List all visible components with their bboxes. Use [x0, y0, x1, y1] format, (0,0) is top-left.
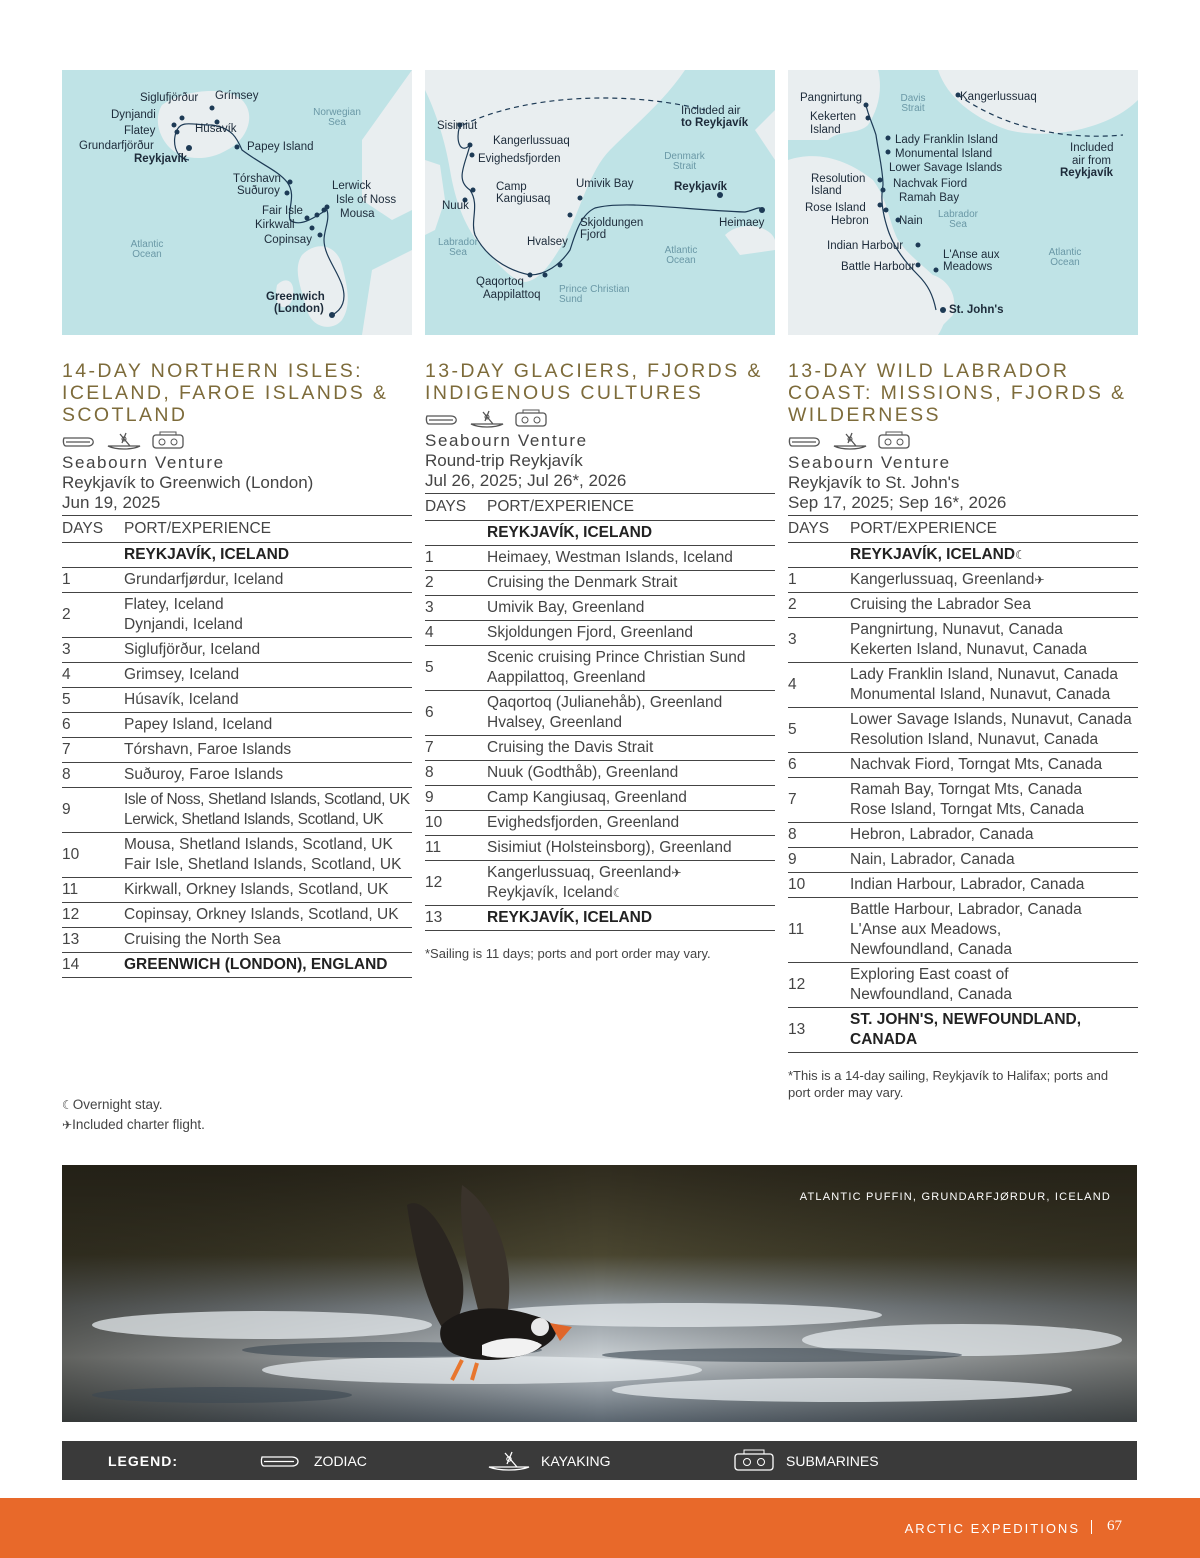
table-row — [62, 903, 412, 928]
moon-icon: ☾ — [1015, 548, 1026, 562]
moon-icon: ☾ — [612, 886, 624, 900]
table-row — [788, 593, 1138, 618]
submarine-icon — [513, 409, 549, 429]
kayak-icon — [469, 409, 505, 429]
port-cell: Skjoldungen Fjord, Greenland — [487, 624, 693, 641]
footer-section: ARCTIC EXPEDITIONS — [904, 1521, 1080, 1536]
map-3-label: Island — [810, 124, 841, 136]
day-cell: 1 — [62, 571, 71, 588]
map-2-label: Camp — [496, 181, 527, 193]
table-row — [425, 811, 775, 836]
day-cell: 4 — [425, 624, 434, 641]
day-cell: 2 — [62, 606, 71, 623]
port-cell: Qaqortoq (Julianehåb), Greenland Hvalsey, Greenland — [487, 694, 723, 731]
port-cell: Siglufjörður, Iceland — [124, 641, 261, 658]
day-cell: 9 — [788, 851, 797, 868]
table-row — [788, 848, 1138, 873]
map-3-label: Indian Harbour — [827, 240, 904, 252]
day-cell: 14 — [62, 956, 80, 973]
map-1-label: Lerwick — [332, 180, 371, 192]
port-cell: Camp Kangiusaq, Greenland — [487, 789, 687, 806]
table-row — [788, 708, 1138, 753]
port-cell: Evighedsfjorden, Greenland — [487, 814, 680, 831]
map-1-label: Tórshavn — [233, 173, 281, 185]
day-cell: 2 — [425, 574, 434, 591]
map-3-label: Resolution — [811, 173, 866, 185]
day-cell: 11 — [788, 921, 805, 938]
table-row — [788, 963, 1138, 1008]
day-cell: 11 — [62, 881, 79, 898]
activity-icons — [62, 430, 412, 452]
port-cell: Isle of Noss, Shetland Islands, Scotland, UK Lerwick, Shetland Islands, Scotland, UK — [124, 791, 410, 828]
map-3-label: Battle Harbour — [841, 261, 916, 273]
port-header: PORT/EXPERIENCE — [124, 520, 272, 537]
port-cell: Cruising the Denmark Strait — [487, 574, 678, 591]
table-row — [62, 638, 412, 663]
day-cell: 1 — [425, 549, 434, 566]
map-2-label: Kangiusaq — [496, 193, 551, 205]
table-row — [788, 753, 1138, 778]
map-1-label: Grímsey — [215, 90, 259, 102]
day-cell: 3 — [788, 631, 797, 648]
port-cell: Ramah Bay, Torngat Mts, Canada Rose Island, Torngat Mts, Canada — [850, 781, 1085, 818]
table-row — [425, 691, 775, 736]
map-3-label: Nain — [899, 215, 923, 227]
day-cell: 6 — [425, 704, 434, 721]
table-row — [788, 663, 1138, 708]
table-row — [425, 521, 775, 546]
days-header: DAYS — [425, 498, 467, 515]
day-cell: 3 — [425, 599, 434, 616]
table-row — [788, 1008, 1138, 1053]
port-cell: Húsavík, Iceland — [124, 691, 239, 708]
table-row — [62, 543, 412, 568]
table-row — [62, 663, 412, 688]
itinerary-title: 13-DAY GLACIERS, FJORDS & INDIGENOUS CULTURES — [425, 360, 763, 404]
legend-bar — [62, 1441, 1137, 1480]
port-cell: Grundarfjørdur, Iceland — [124, 571, 284, 588]
table-row — [788, 898, 1138, 963]
map-3-label: Meadows — [943, 261, 993, 273]
map-3-label: Nachvak Fiord — [893, 178, 968, 190]
moon-icon: ☾ — [62, 1098, 73, 1112]
day-cell: 9 — [425, 789, 434, 806]
map-labrador-coast — [788, 70, 1138, 335]
map-3-sea-label: Atlantic Ocean — [1048, 247, 1082, 268]
table-row — [62, 928, 412, 953]
map-3-label: Island — [811, 185, 842, 197]
port-cell: Cruising the North Sea — [124, 931, 281, 948]
port-cell: Umivik Bay, Greenland — [487, 599, 645, 616]
table-row — [62, 738, 412, 763]
page-footer — [0, 1498, 1200, 1558]
legend-item-kayaking: KAYAKING — [487, 1450, 611, 1472]
table-header — [788, 516, 1138, 543]
table-row — [788, 778, 1138, 823]
map-3-label: L'Anse aux — [943, 249, 1000, 261]
table-row — [62, 688, 412, 713]
map-2-label: Evighedsfjorden — [478, 153, 561, 165]
port-cell: Cruising the Davis Strait — [487, 739, 654, 756]
map-2-label: Skjoldungen — [580, 217, 644, 229]
table-row — [425, 621, 775, 646]
day-cell: 6 — [788, 756, 797, 773]
port-cell: REYKJAVÍK, ICELAND — [487, 524, 653, 541]
days-header: DAYS — [788, 520, 830, 537]
port-cell: Lady Franklin Island, Nunavut, Canada Monumental Island, Nunavut, Canada — [850, 666, 1118, 703]
day-cell: 4 — [788, 676, 797, 693]
port-cell: Scenic cruising Prince Christian Sund Aappilattoq, Greenland — [487, 649, 746, 686]
zodiac-icon — [425, 412, 461, 426]
table-row — [62, 953, 412, 978]
map-2-label: Hvalsey — [527, 236, 568, 248]
map-1-label: Húsavík — [195, 123, 237, 135]
route: Round-trip Reykjavík — [425, 451, 583, 470]
dates: Jul 26, 2025; Jul 26*, 2026 — [425, 471, 627, 490]
map-1-sea-label: Atlantic Ocean — [130, 239, 164, 260]
map-2-label: Nuuk — [442, 200, 469, 212]
map-2-label: Umivik Bay — [576, 178, 634, 190]
map-3-label: Kangerlussuaq — [960, 91, 1037, 103]
day-cell: 9 — [62, 801, 71, 818]
port-cell: Nain, Labrador, Canada — [850, 851, 1015, 868]
map-1-label: Grundarfjörður — [79, 140, 154, 152]
table-row — [425, 571, 775, 596]
page-number: 67 — [1107, 1518, 1122, 1534]
map-3-label: Pangnirtung — [800, 92, 863, 104]
map-2-label: Reykjavík — [674, 181, 728, 193]
day-cell: 12 — [788, 976, 806, 993]
port-cell: GREENWICH (LONDON), ENGLAND — [124, 956, 388, 973]
ship-name: Seabourn Venture — [425, 431, 588, 450]
map-2-label: Included air — [681, 105, 741, 117]
port-cell: Papey Island, Iceland — [124, 716, 273, 733]
table-row — [425, 546, 775, 571]
table-row — [425, 761, 775, 786]
map-1-label: Papey Island — [247, 141, 314, 153]
symbol-key — [62, 1095, 205, 1135]
port-cell: Battle Harbour, Labrador, Canada L'Anse aux Meadows, Newfoundland, Canada — [850, 901, 1082, 958]
day-cell: 2 — [788, 596, 797, 613]
puffin-photo — [62, 1165, 1137, 1422]
photo-caption: ATLANTIC PUFFIN, GRUNDARFJØRDUR, ICELAND — [799, 1191, 1111, 1203]
port-cell: Pangnirtung, Nunavut, Canada Kekerten Island, Nunavut, Canada — [850, 621, 1087, 658]
port-cell: Tórshavn, Faroe Islands — [124, 741, 292, 758]
key-overnight: ☾Overnight stay. — [62, 1097, 163, 1112]
itinerary-table — [62, 515, 412, 978]
table-row — [425, 646, 775, 691]
ship-name: Seabourn Venture — [62, 453, 225, 472]
port-cell: Indian Harbour, Labrador, Canada — [850, 876, 1085, 893]
port-cell: Nachvak Fiord, Torngat Mts, Canada — [850, 756, 1103, 773]
itinerary-title: 13-DAY WILD LABRADOR COAST: MISSIONS, FJORDS & WILDERNESS — [788, 360, 1127, 426]
table-row — [62, 763, 412, 788]
puffin-photo-image — [62, 1165, 1137, 1422]
map-2-label: Heimaey — [719, 217, 765, 229]
map-2-label: Sisimiut — [437, 120, 478, 132]
map-1-label: Flatey — [124, 125, 156, 137]
map-3-label: Reykjavík — [1060, 167, 1114, 179]
port-cell: Nuuk (Godthåb), Greenland — [487, 764, 679, 781]
day-cell: 5 — [425, 659, 434, 676]
map-1-label: Mousa — [340, 208, 375, 220]
map-3-label: Kekerten — [810, 111, 857, 123]
day-cell: 11 — [425, 839, 442, 856]
table-header — [425, 494, 775, 521]
itinerary-title: 14-DAY NORTHERN ISLES: ICELAND, FAROE ISLANDS & SCOTLAND — [62, 360, 389, 426]
day-cell: 8 — [425, 764, 434, 781]
map-3-sea-label: Labrador Sea — [937, 209, 979, 230]
port-cell: REYKJAVÍK, ICELAND☾ — [850, 546, 1026, 563]
day-cell: 10 — [788, 876, 806, 893]
day-cell: 8 — [788, 826, 797, 843]
itinerary-labrador-coast — [788, 360, 1138, 1101]
table-row — [425, 906, 775, 931]
day-cell: 7 — [62, 741, 71, 758]
map-2-label: to Reykjavík — [681, 117, 749, 129]
map-1-label: Isle of Noss — [336, 194, 397, 206]
map-1-label: (London) — [274, 303, 324, 315]
submarine-icon — [150, 431, 186, 451]
map-1-label: Kirkwall — [255, 219, 295, 231]
kayak-icon — [487, 1450, 531, 1472]
map-3-label: Lady Franklin Island — [895, 134, 998, 146]
port-cell: Sisimiut (Holsteinsborg), Greenland — [487, 839, 732, 856]
table-row — [425, 861, 775, 906]
port-cell: REYKJAVÍK, ICELAND — [124, 546, 290, 563]
dates: Sep 17, 2025; Sep 16*, 2026 — [788, 493, 1007, 512]
legend-title: LEGEND: — [108, 1452, 178, 1469]
itinerary-note: *Sailing is 11 days; ports and port order may vary. — [425, 946, 711, 961]
table-row — [788, 873, 1138, 898]
day-cell: 13 — [62, 931, 80, 948]
table-row — [788, 543, 1138, 568]
day-cell: 13 — [425, 909, 443, 926]
submarine-icon — [876, 431, 912, 451]
map-3-label: Monumental Island — [895, 148, 993, 160]
table-row — [788, 568, 1138, 593]
table-row — [62, 833, 412, 878]
port-cell: Copinsay, Orkney Islands, Scotland, UK — [124, 906, 399, 923]
table-row — [425, 786, 775, 811]
ship-name: Seabourn Venture — [788, 453, 951, 472]
map-3-sea-label: Davis Strait — [900, 93, 926, 114]
legend-item-zodiac: ZODIAC — [260, 1453, 367, 1469]
legend-item-submarines: SUBMARINES — [732, 1449, 879, 1473]
port-cell: Flatey, Iceland Dynjandi, Iceland — [124, 596, 243, 633]
port-header: PORT/EXPERIENCE — [850, 520, 998, 537]
map-2-sea-label: Prince Christian Sund — [559, 284, 630, 305]
flight-icon: ✈ — [62, 1118, 73, 1132]
day-cell: 7 — [425, 739, 434, 756]
map-glaciers-fjords — [425, 70, 775, 335]
day-cell: 12 — [425, 874, 443, 891]
day-cell: 12 — [62, 906, 80, 923]
port-cell: Kangerlussuaq, Greenland✈ Reykjavík, Iceland☾ — [487, 864, 682, 901]
table-row — [62, 568, 412, 593]
port-cell: Cruising the Labrador Sea — [850, 596, 1031, 613]
zodiac-icon — [62, 434, 98, 448]
map-1-label: Dynjandi — [111, 109, 156, 121]
port-cell: REYKJAVÍK, ICELAND — [487, 909, 653, 926]
day-cell: 4 — [62, 666, 71, 683]
table-row — [62, 593, 412, 638]
port-cell: Suðuroy, Faroe Islands — [124, 766, 284, 783]
map-northern-isles — [62, 70, 412, 335]
table-header — [62, 516, 412, 543]
map-2-label: Fjord — [580, 229, 607, 241]
itinerary-glaciers-fjords — [425, 360, 775, 962]
day-cell: 10 — [425, 814, 443, 831]
map-3-label: St. John's — [949, 304, 1004, 316]
table-row — [62, 788, 412, 833]
map-2-label: Kangerlussuaq — [493, 135, 570, 147]
day-cell: 1 — [788, 571, 797, 588]
day-cell: 5 — [788, 721, 797, 738]
map-1-label: Siglufjörður — [140, 92, 199, 104]
days-header: DAYS — [62, 520, 104, 537]
zodiac-icon — [260, 1453, 304, 1469]
zodiac-icon — [788, 434, 824, 448]
flight-icon: ✈ — [1034, 573, 1045, 587]
day-cell: 7 — [788, 791, 797, 808]
route: Reykjavík to Greenwich (London) — [62, 473, 314, 492]
port-cell: Kirkwall, Orkney Islands, Scotland, UK — [124, 881, 389, 898]
port-cell: Heimaey, Westman Islands, Iceland — [487, 549, 733, 566]
day-cell: 5 — [62, 691, 71, 708]
day-cell: 8 — [62, 766, 71, 783]
port-header: PORT/EXPERIENCE — [487, 498, 635, 515]
table-row — [788, 823, 1138, 848]
itinerary-northern-isles — [62, 360, 412, 978]
map-3-label: Hebron — [831, 215, 869, 227]
day-cell: 10 — [62, 846, 80, 863]
port-cell: Exploring East coast of Newfoundland, Canada — [850, 966, 1013, 1003]
day-cell: 6 — [62, 716, 71, 733]
footer-divider — [1091, 1520, 1092, 1534]
map-2-sea-label: Atlantic Ocean — [664, 245, 698, 266]
map-1-label: Suðuroy — [237, 185, 280, 197]
port-cell: Lower Savage Islands, Nunavut, Canada Resolution Island, Nunavut, Canada — [850, 711, 1132, 748]
itinerary-table — [788, 515, 1138, 1053]
activity-icons — [788, 430, 1138, 452]
map-1-sea-label: Norwegian Sea — [313, 107, 361, 128]
itinerary-note: *This is a 14-day sailing, Reykjavík to Halifax; ports and port order may vary. — [788, 1068, 1109, 1100]
map-2-sea-label: Denmark Strait — [664, 151, 705, 172]
table-row — [425, 596, 775, 621]
table-row — [62, 878, 412, 903]
flight-icon: ✈ — [671, 866, 682, 880]
map-1-label: Reykjavík — [134, 153, 188, 165]
activity-icons — [425, 408, 775, 430]
table-row — [425, 736, 775, 761]
map-3-label: Rose Island — [805, 202, 866, 214]
port-cell: ST. JOHN'S, NEWFOUNDLAND, CANADA — [850, 1011, 1082, 1048]
table-row — [788, 618, 1138, 663]
dates: Jun 19, 2025 — [62, 493, 161, 512]
kayak-icon — [106, 431, 142, 451]
submarine-icon — [732, 1449, 776, 1473]
key-flight: ✈Included charter flight. — [62, 1117, 205, 1132]
kayak-icon — [832, 431, 868, 451]
port-cell: Grimsey, Iceland — [124, 666, 240, 683]
map-1-label: Copinsay — [264, 234, 312, 246]
port-cell: Kangerlussuaq, Greenland✈ — [850, 571, 1045, 588]
day-cell: 13 — [788, 1021, 806, 1038]
map-1-label: Greenwich — [266, 291, 325, 303]
itinerary-table — [425, 493, 775, 931]
map-2-sea-label: Labrador Sea — [437, 237, 479, 258]
map-3-label: air from — [1072, 155, 1111, 167]
map-3-label: Lower Savage Islands — [889, 162, 1003, 174]
map-1-label: Fair Isle — [262, 205, 303, 217]
map-3-label: Ramah Bay — [899, 192, 960, 204]
map-2-label: Qaqortoq — [476, 276, 524, 288]
port-cell: Hebron, Labrador, Canada — [850, 826, 1034, 843]
port-cell: Mousa, Shetland Islands, Scotland, UK Fair Isle, Shetland Islands, Scotland, UK — [124, 836, 402, 873]
map-3-label: Included — [1070, 142, 1114, 154]
day-cell: 3 — [62, 641, 71, 658]
table-row — [425, 836, 775, 861]
map-2-label: Aappilattoq — [483, 289, 541, 301]
route: Reykjavík to St. John's — [788, 473, 960, 492]
table-row — [62, 713, 412, 738]
